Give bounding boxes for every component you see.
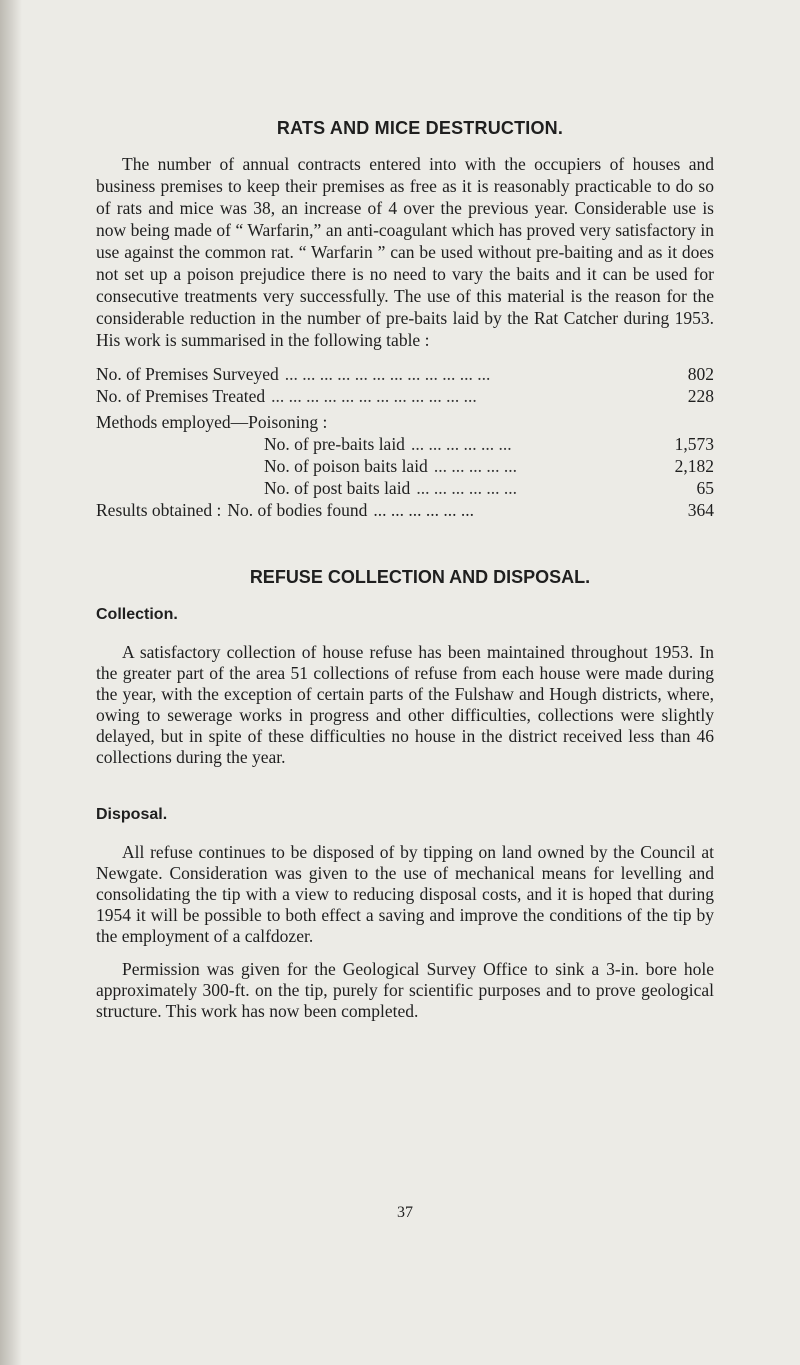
premises-surveyed-value: 802: [687, 364, 714, 384]
leader-dots: ... ... ... ... ...: [433, 456, 517, 476]
table-row: [96, 363, 714, 385]
bodies-found-label: No. of bodies found: [227, 500, 368, 520]
table-row: [96, 455, 714, 477]
leader-dots: ... ... ... ... ... ... ... ... ... ... ... ...: [284, 364, 491, 384]
rats-section-title: RATS AND MICE DESTRUCTION.: [276, 118, 564, 138]
table-row: [96, 433, 714, 455]
table-row: [96, 411, 714, 433]
leader-dots: ... ... ... ... ... ...: [373, 500, 475, 520]
collection-heading: Collection.: [96, 606, 178, 623]
post-baits-value: 65: [696, 478, 714, 498]
rat-catcher-table: [96, 363, 714, 521]
page-number: 37: [397, 1204, 413, 1221]
premises-treated-value: 228: [687, 386, 714, 406]
document-page: [96, 118, 714, 1221]
pre-baits-label: No. of pre-baits laid: [264, 434, 405, 454]
rats-paragraph: The number of annual contracts entered into with the occupiers of houses and business premises to keep their premises as free as it is reasonably practicable to do so of rats and mice was 38, an increase of 4 over the previous year. Considerable use is now being made of “ Warfarin,” an anti-coagulant which has proved very satisfactory in use against the common rat. “ Warfarin ” can be used without pre-baiting and as it does not set up a poison prejudice there is no need to vary the baits and it can be used for consecutive treatments very successfully. The use of this material is the reason for the considerable reduction in the number of pre-baits laid by the Rat Catcher during 1953. His work is summarised in the following table :: [96, 154, 714, 350]
collection-paragraph: A satisfactory collection of house refuse has been maintained throughout 1953. In the greater part of the area 51 collections of refuse from each house were made during the year, with the exception of certain parts of the Fulshaw and Hough districts, where, owing to sewerage works in progress and other difficulties, collections were slightly delayed, but in spite of these difficulties no house in the district received less than 46 collections during the year.: [96, 642, 714, 767]
refuse-section-title: REFUSE COLLECTION AND DISPOSAL.: [249, 567, 591, 587]
poison-baits-value: 2,182: [674, 456, 714, 476]
leader-dots: ... ... ... ... ... ... ... ... ... ... ... ...: [271, 386, 477, 406]
leader-dots: ... ... ... ... ... ...: [416, 478, 517, 498]
page-binding-edge: [0, 0, 22, 1365]
premises-surveyed-label: No. of Premises Surveyed: [96, 364, 279, 384]
disposal-heading: Disposal.: [96, 806, 168, 823]
table-row: [96, 477, 714, 499]
table-row: [96, 499, 714, 521]
bodies-found-value: 364: [687, 500, 714, 520]
results-lead: Results obtained :: [96, 500, 222, 520]
methods-heading: Methods employed—Poisoning :: [96, 412, 328, 432]
disposal-paragraph-2: Permission was given for the Geological Survey Office to sink a 3-in. bore hole approximately 300-ft. on the tip, purely for scientific purposes and to prove geological structure. This work has now been completed.: [96, 959, 714, 1021]
table-row: [96, 385, 714, 407]
leader-dots: ... ... ... ... ... ...: [410, 434, 512, 454]
disposal-paragraph-1: All refuse continues to be disposed of by tipping on land owned by the Council at Newgate. Consideration was given to the use of mechanical means for levelling and consolidating the tip with a view to reducing disposal costs, and it is hoped that during 1954 it will be possible to both effect a saving and improve the conditions of the tip by the employment of a calfdozer.: [96, 842, 714, 946]
premises-treated-label: No. of Premises Treated: [96, 386, 266, 406]
poison-baits-label: No. of poison baits laid: [264, 456, 428, 476]
disposal-section: [96, 806, 714, 1022]
pre-baits-value: 1,573: [674, 434, 714, 454]
post-baits-label: No. of post baits laid: [264, 478, 411, 498]
